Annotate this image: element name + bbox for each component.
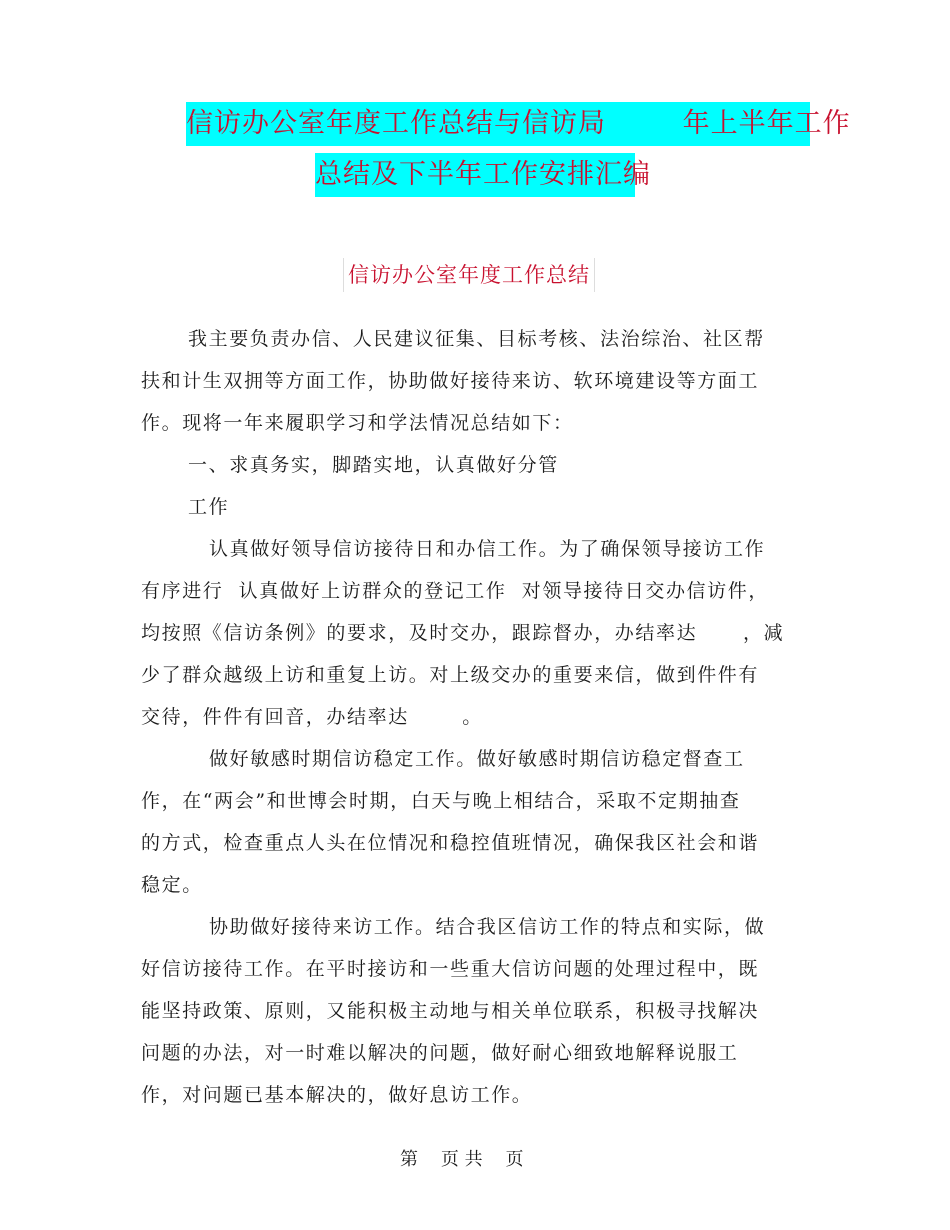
section-title: 信访办公室年度工作总结 bbox=[343, 258, 595, 292]
body-line: 作，对问题已基本解决的，做好息访工作。 bbox=[141, 1084, 533, 1106]
body-line: 少了群众越级上访和重复上访。对上级交办的重要来信，做到件件有 bbox=[141, 664, 760, 686]
body-line: 有序进行 认真做好上访群众的登记工作 对领导接待日交办信访件， bbox=[141, 580, 769, 602]
page-footer: 第 页 共 页 bbox=[400, 1149, 524, 1170]
section-heading-line: 一、求真务实，脚踏实地，认真做好分管 bbox=[188, 454, 559, 476]
document-title-line-1: 信访办公室年度工作总结与信访局 年上半年工作 bbox=[186, 102, 810, 146]
body-line: 交待，件件有回音，办结率达 。 bbox=[141, 706, 483, 728]
body-line: 的方式，检查重点人头在位情况和稳控值班情况，确保我区社会和谐 bbox=[141, 832, 760, 854]
document-title-line-2: 总结及下半年工作安排汇编 bbox=[315, 153, 635, 197]
body-line: 协助做好接待来访工作。结合我区信访工作的特点和实际，做 bbox=[209, 916, 766, 938]
body-line: 稳定。 bbox=[141, 874, 203, 896]
body-line: 均按照《信访条例》的要求，及时交办，跟踪督办，办结率达 ，减 bbox=[141, 622, 785, 644]
body-line: 作，在“两会”和世博会时期，白天与晚上相结合，采取不定期抽查 bbox=[141, 790, 741, 812]
body-line: 认真做好领导信访接待日和办信工作。为了确保领导接访工作 bbox=[209, 538, 766, 560]
body-line: 问题的办法，对一时难以解决的问题，做好耐心细致地解释说服工 bbox=[141, 1042, 739, 1064]
body-line: 我主要负责办信、人民建议征集、目标考核、法治综治、社区帮 bbox=[188, 328, 765, 350]
body-line: 能坚持政策、原则，又能积极主动地与相关单位联系，积极寻找解决 bbox=[141, 1000, 760, 1022]
body-line: 做好敏感时期信访稳定工作。做好敏感时期信访稳定督查工 bbox=[209, 748, 745, 770]
body-line: 作。现将一年来履职学习和学法情况总结如下： bbox=[141, 412, 574, 434]
body-line: 好信访接待工作。在平时接访和一些重大信访问题的处理过程中，既 bbox=[141, 958, 760, 980]
section-heading-line: 工作 bbox=[188, 496, 230, 518]
body-line: 扶和计生双拥等方面工作，协助做好接待来访、软环境建设等方面工 bbox=[141, 370, 760, 392]
